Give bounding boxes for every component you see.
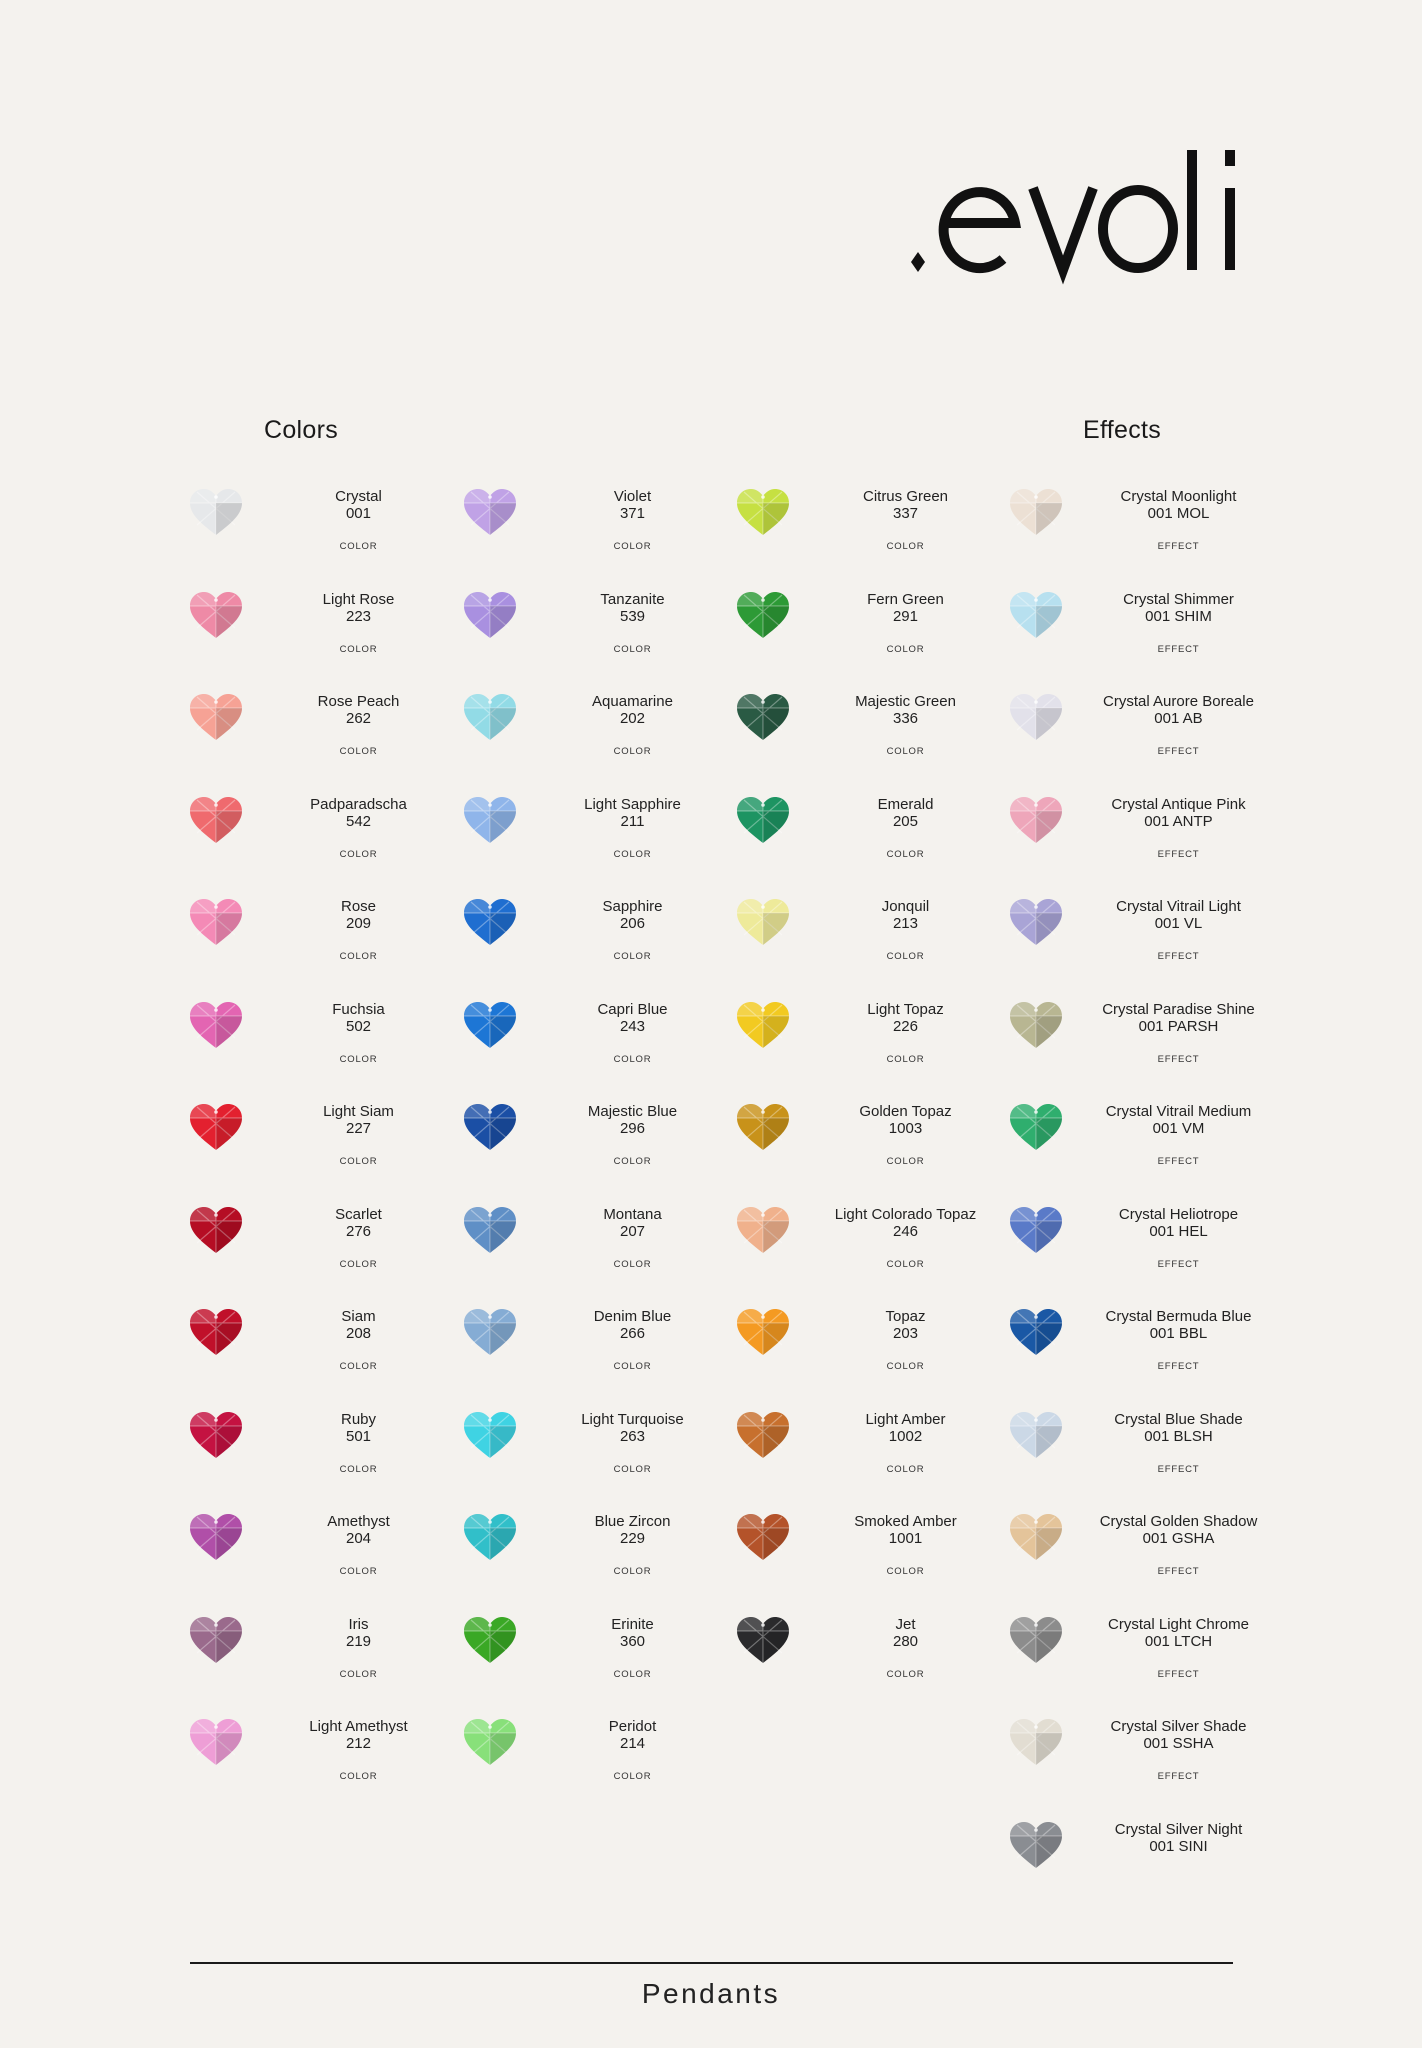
swatch-name: Crystal Vitrail Light [1116, 898, 1241, 915]
footer-divider [190, 1962, 1233, 1964]
swatch-type-label: EFFECT [1157, 1463, 1200, 1475]
swatch-code: 001 SSHA [1143, 1735, 1214, 1752]
heart-crystal-icon [188, 1308, 244, 1358]
swatch-name: Majestic Green [855, 693, 956, 710]
swatch-type-label: COLOR [339, 1053, 378, 1065]
swatch-code: 371 [619, 505, 645, 522]
swatch-code: 263 [619, 1427, 645, 1445]
swatch-item [1008, 1292, 1281, 1395]
heart-crystal-icon [188, 1616, 244, 1666]
swatch-code: 229 [619, 1530, 646, 1547]
heart-crystal-icon [188, 898, 244, 948]
swatch-type-label: COLOR [886, 1668, 925, 1680]
swatch-type-label: EFFECT [1157, 746, 1200, 757]
heart-crystal-icon [462, 1103, 518, 1153]
heart-crystal-icon [1008, 1821, 1064, 1871]
swatch-name: Light Topaz [867, 1000, 944, 1018]
swatch-item [188, 1292, 461, 1395]
swatch-name: Golden Topaz [859, 1103, 952, 1120]
swatch-type-label: EFFECT [1157, 643, 1200, 655]
heart-crystal-icon [188, 591, 244, 641]
swatch-item [462, 985, 735, 1088]
swatch-item [1008, 472, 1281, 575]
swatch-item [1008, 1395, 1281, 1498]
swatch-name: Denim Blue [593, 1308, 672, 1325]
swatch-code: 001 VM [1152, 1120, 1205, 1137]
swatch-item [735, 1190, 1008, 1293]
swatch-type-label: COLOR [613, 1566, 652, 1577]
swatch-code: 211 [620, 812, 645, 830]
heart-crystal-icon [462, 1308, 518, 1358]
swatch-type-label: EFFECT [1157, 1771, 1200, 1782]
swatch-type-label: COLOR [886, 1156, 925, 1167]
heart-crystal-icon [188, 1411, 244, 1461]
evoli-logo [905, 120, 1245, 290]
heart-crystal-icon [1008, 1001, 1064, 1051]
swatch-name: Erinite [611, 1615, 654, 1633]
swatch-code: 336 [892, 710, 919, 727]
heart-crystal-icon [188, 1001, 244, 1051]
heart-crystal-icon [1008, 1103, 1064, 1153]
heart-crystal-icon [1008, 591, 1064, 641]
swatch-code: 223 [345, 607, 372, 625]
swatch-code: 207 [619, 1222, 646, 1240]
swatch-name: Crystal Antique Pink [1111, 795, 1246, 813]
swatch-type-label: EFFECT [1157, 1258, 1200, 1270]
swatch-name: Jet [895, 1615, 916, 1633]
swatch-code: 001 [345, 505, 371, 522]
swatch-item [462, 1600, 735, 1703]
heart-crystal-icon [188, 796, 244, 846]
swatch-item [188, 1395, 461, 1498]
swatch-code: 219 [345, 1632, 372, 1650]
swatch-code: 001 PARSH [1138, 1017, 1219, 1035]
swatch-type-label: COLOR [339, 1361, 378, 1372]
swatch-code: 202 [619, 710, 645, 727]
swatch-type-label: COLOR [886, 951, 925, 962]
heart-crystal-icon [188, 488, 244, 538]
swatch-type-label: EFFECT [1157, 1053, 1200, 1065]
swatch-type-label: COLOR [339, 1463, 378, 1475]
swatch-item [462, 1292, 735, 1395]
swatch-code: 226 [892, 1017, 918, 1035]
swatch-type-label: COLOR [339, 951, 378, 962]
swatch-item [735, 985, 1008, 1088]
swatch-type-label: COLOR [613, 951, 652, 962]
swatch-code: 001 SHIM [1145, 607, 1212, 625]
effects-column [1008, 472, 1281, 1907]
swatch-item [188, 1087, 461, 1190]
swatch-type-label: COLOR [339, 1566, 378, 1577]
heart-crystal-icon [735, 796, 791, 846]
swatch-type-label: EFFECT [1157, 848, 1200, 860]
heart-crystal-icon [188, 1103, 244, 1153]
heart-crystal-icon [735, 591, 791, 641]
swatch-type-label: COLOR [886, 746, 925, 757]
swatch-name: Crystal Blue Shade [1114, 1410, 1243, 1428]
swatch-name: Light Rose [322, 590, 395, 608]
swatch-code: 001 HEL [1149, 1222, 1208, 1240]
swatch-name: Citrus Green [862, 488, 949, 505]
swatch-item [1008, 1497, 1281, 1600]
swatch-name: Sapphire [602, 898, 663, 915]
swatch-type-label: COLOR [339, 1668, 378, 1680]
swatch-name: Montana [603, 1205, 662, 1223]
heart-crystal-icon [462, 488, 518, 538]
swatch-code: 1003 [888, 1120, 923, 1137]
heart-crystal-icon [188, 693, 244, 743]
swatch-type-label: COLOR [339, 848, 378, 860]
swatch-type-label: COLOR [339, 541, 378, 552]
swatch-item [462, 472, 735, 575]
swatch-name: Light Amethyst [309, 1718, 408, 1735]
swatch-name: Ruby [340, 1410, 377, 1428]
swatch-code: 001 BBL [1149, 1325, 1208, 1342]
swatch-name: Aquamarine [592, 693, 673, 710]
swatch-type-label: COLOR [339, 1258, 378, 1270]
colors-column-1 [188, 472, 461, 1805]
swatch-code: 001 GSHA [1142, 1530, 1215, 1547]
swatch-type-label: COLOR [339, 746, 378, 757]
heart-crystal-icon [1008, 1718, 1064, 1768]
heart-crystal-icon [1008, 796, 1064, 846]
swatch-type-label: COLOR [339, 643, 378, 655]
swatch-name: Crystal [335, 488, 382, 505]
swatch-item [1008, 1805, 1281, 1908]
colors-heading: Colors [264, 416, 339, 444]
heart-crystal-icon [735, 693, 791, 743]
swatch-item [188, 1190, 461, 1293]
swatch-name: Majestic Blue [587, 1103, 678, 1120]
swatch-type-label: COLOR [339, 1156, 378, 1167]
swatch-item [462, 1190, 735, 1293]
heart-crystal-icon [1008, 488, 1064, 538]
heart-crystal-icon [462, 898, 518, 948]
swatch-name: Fuchsia [332, 1000, 385, 1018]
heart-crystal-icon [1008, 1411, 1064, 1461]
swatch-code: 1002 [888, 1427, 923, 1445]
swatch-item [188, 1497, 461, 1600]
heart-crystal-icon [735, 1411, 791, 1461]
heart-crystal-icon [735, 1103, 791, 1153]
swatch-code: 205 [892, 812, 918, 830]
heart-crystal-icon [1008, 1513, 1064, 1563]
swatch-item [188, 472, 461, 575]
heart-crystal-icon [1008, 1206, 1064, 1256]
swatch-name: Crystal Silver Night [1114, 1820, 1243, 1838]
swatch-code: 203 [892, 1325, 919, 1342]
swatch-type-label: COLOR [613, 1361, 652, 1372]
heart-crystal-icon [462, 1513, 518, 1563]
heart-crystal-icon [462, 1616, 518, 1666]
swatch-name: Iris [348, 1615, 369, 1633]
swatch-item [462, 1395, 735, 1498]
swatch-type-label: COLOR [613, 1156, 652, 1167]
swatch-item [188, 1702, 461, 1805]
heart-crystal-icon [735, 1513, 791, 1563]
swatch-name: Capri Blue [597, 1000, 668, 1018]
heart-crystal-icon [1008, 1616, 1064, 1666]
swatch-item [462, 1702, 735, 1805]
swatch-code: 214 [619, 1735, 646, 1752]
swatch-code: 539 [619, 607, 646, 625]
swatch-code: 206 [619, 915, 645, 932]
swatch-code: 001 LTCH [1144, 1632, 1213, 1650]
swatch-item [1008, 575, 1281, 678]
swatch-name: Jonquil [881, 898, 930, 915]
swatch-item [462, 575, 735, 678]
heart-crystal-icon [462, 1718, 518, 1768]
swatch-type-label: COLOR [613, 1771, 652, 1782]
swatch-type-label: COLOR [886, 1361, 925, 1372]
swatch-item [735, 1600, 1008, 1703]
swatch-name: Peridot [608, 1718, 657, 1735]
swatch-type-label: COLOR [613, 643, 652, 655]
swatch-item [462, 1087, 735, 1190]
swatch-code: 001 SINI [1149, 1837, 1208, 1855]
swatch-name: Crystal Moonlight [1120, 488, 1237, 505]
heart-crystal-icon [462, 1411, 518, 1461]
swatch-name: Amethyst [327, 1513, 390, 1530]
swatch-item [188, 882, 461, 985]
heart-crystal-icon [735, 1206, 791, 1256]
swatch-name: Emerald [877, 795, 934, 813]
heart-crystal-icon [462, 796, 518, 846]
heart-crystal-icon [1008, 898, 1064, 948]
colors-column-3 [735, 472, 1008, 1702]
heart-crystal-icon [462, 1206, 518, 1256]
swatch-name: Smoked Amber [854, 1513, 957, 1530]
swatch-code: 296 [619, 1120, 645, 1137]
swatch-item [735, 575, 1008, 678]
swatch-code: 243 [619, 1017, 645, 1035]
swatch-type-label: COLOR [339, 1771, 378, 1782]
swatch-code: 262 [345, 710, 372, 727]
swatch-type-label: EFFECT [1157, 1566, 1200, 1577]
heart-crystal-icon [735, 488, 791, 538]
swatch-type-label: COLOR [613, 1463, 652, 1475]
swatch-type-label: EFFECT [1157, 1361, 1200, 1372]
swatch-code: 501 [345, 1427, 372, 1445]
swatch-name: Rose [340, 898, 377, 915]
swatch-type-label: COLOR [613, 1053, 652, 1065]
swatch-code: 360 [619, 1632, 646, 1650]
swatch-type-label: COLOR [613, 848, 652, 860]
swatch-item [188, 677, 461, 780]
swatch-type-label: EFFECT [1157, 541, 1200, 552]
swatch-name: Light Colorado Topaz [834, 1205, 977, 1223]
heart-crystal-icon [188, 1718, 244, 1768]
swatch-code: 001 ANTP [1144, 812, 1213, 830]
swatch-code: 266 [619, 1325, 645, 1342]
swatch-item [1008, 1702, 1281, 1805]
heart-crystal-icon [1008, 1308, 1064, 1358]
heart-crystal-icon [735, 1001, 791, 1051]
heart-crystal-icon [462, 693, 518, 743]
heart-crystal-icon [462, 591, 518, 641]
swatch-item [1008, 677, 1281, 780]
swatch-name: Crystal Paradise Shine [1102, 1000, 1255, 1018]
swatch-item [188, 1600, 461, 1703]
swatch-name: Fern Green [867, 590, 944, 608]
swatch-name: Crystal Shimmer [1123, 590, 1234, 608]
swatch-code: 276 [345, 1222, 372, 1240]
swatch-code: 208 [345, 1325, 372, 1342]
swatch-name: Light Turquoise [581, 1410, 684, 1428]
swatch-name: Light Sapphire [584, 795, 681, 813]
swatch-item [735, 1087, 1008, 1190]
swatch-name: Padparadscha [310, 795, 407, 813]
swatch-item [735, 1395, 1008, 1498]
swatch-name: Crystal Aurore Boreale [1103, 693, 1254, 710]
heart-crystal-icon [735, 1616, 791, 1666]
swatch-code: 246 [892, 1222, 919, 1240]
swatch-item [462, 882, 735, 985]
swatch-code: 001 MOL [1147, 505, 1210, 522]
swatch-item [188, 575, 461, 678]
swatch-type-label: EFFECT [1157, 1668, 1200, 1680]
swatch-code: 001 BLSH [1144, 1427, 1213, 1445]
swatch-name: Siam [341, 1308, 376, 1325]
swatch-item [1008, 780, 1281, 883]
swatch-type-label: EFFECT [1157, 1156, 1200, 1167]
swatch-type-label: COLOR [613, 541, 652, 552]
heart-crystal-icon [735, 898, 791, 948]
swatch-item [1008, 1600, 1281, 1703]
swatch-type-label: COLOR [613, 1668, 652, 1680]
heart-crystal-icon [735, 1308, 791, 1358]
swatch-code: 337 [892, 505, 919, 522]
footer-title: Pendants [641, 1978, 781, 2009]
swatch-code: 227 [345, 1120, 372, 1137]
swatch-type-label: EFFECT [1157, 951, 1200, 962]
swatch-item [188, 985, 461, 1088]
heart-crystal-icon [1008, 693, 1064, 743]
swatch-type-label: COLOR [886, 1566, 925, 1577]
swatch-type-label: COLOR [886, 1463, 925, 1475]
swatch-item [462, 780, 735, 883]
swatch-name: Crystal Silver Shade [1110, 1718, 1247, 1735]
swatch-name: Light Amber [865, 1410, 946, 1428]
swatch-item [735, 1497, 1008, 1600]
swatch-item [735, 472, 1008, 575]
effects-heading: Effects [1083, 416, 1162, 444]
swatch-code: 213 [892, 915, 918, 932]
swatch-type-label: COLOR [613, 746, 652, 757]
swatch-item [735, 882, 1008, 985]
swatch-code: 542 [345, 812, 372, 830]
heart-crystal-icon [462, 1001, 518, 1051]
swatch-name: Light Siam [323, 1103, 394, 1120]
swatch-code: 280 [892, 1632, 919, 1650]
swatch-name: Crystal Heliotrope [1118, 1205, 1239, 1223]
swatch-name: Violet [613, 488, 652, 505]
swatch-item [1008, 1087, 1281, 1190]
swatch-name: Crystal Golden Shadow [1099, 1513, 1258, 1530]
swatch-name: Rose Peach [317, 693, 400, 710]
swatch-name: Blue Zircon [594, 1513, 671, 1530]
swatch-name: Scarlet [335, 1205, 382, 1223]
swatch-code: 1001 [888, 1530, 923, 1547]
swatch-item [462, 677, 735, 780]
swatch-code: 204 [345, 1530, 372, 1547]
swatch-code: 001 VL [1154, 915, 1203, 932]
swatch-code: 001 AB [1154, 710, 1203, 727]
swatch-code: 209 [345, 915, 372, 932]
swatch-item [735, 780, 1008, 883]
swatch-item [188, 780, 461, 883]
heart-crystal-icon [188, 1206, 244, 1256]
swatch-code: 291 [892, 607, 918, 625]
swatch-code: 502 [345, 1017, 372, 1035]
swatch-item [1008, 882, 1281, 985]
swatch-item [735, 1292, 1008, 1395]
swatch-type-label: COLOR [886, 1258, 925, 1270]
swatch-item [462, 1497, 735, 1600]
swatch-name: Topaz [885, 1308, 926, 1325]
swatch-type-label: COLOR [886, 541, 925, 552]
swatch-item [1008, 985, 1281, 1088]
swatch-type-label: COLOR [886, 848, 925, 860]
swatch-code: 212 [345, 1735, 371, 1752]
swatch-item [1008, 1190, 1281, 1293]
heart-crystal-icon [188, 1513, 244, 1563]
swatch-type-label: COLOR [613, 1258, 652, 1270]
swatch-item [735, 677, 1008, 780]
swatch-name: Crystal Bermuda Blue [1105, 1308, 1252, 1325]
swatch-name: Crystal Light Chrome [1108, 1615, 1249, 1633]
swatch-name: Tanzanite [600, 590, 665, 608]
swatch-name: Crystal Vitrail Medium [1105, 1103, 1252, 1120]
swatch-type-label: COLOR [886, 1053, 925, 1065]
swatch-type-label: COLOR [886, 643, 925, 655]
colors-column-2 [462, 472, 735, 1805]
